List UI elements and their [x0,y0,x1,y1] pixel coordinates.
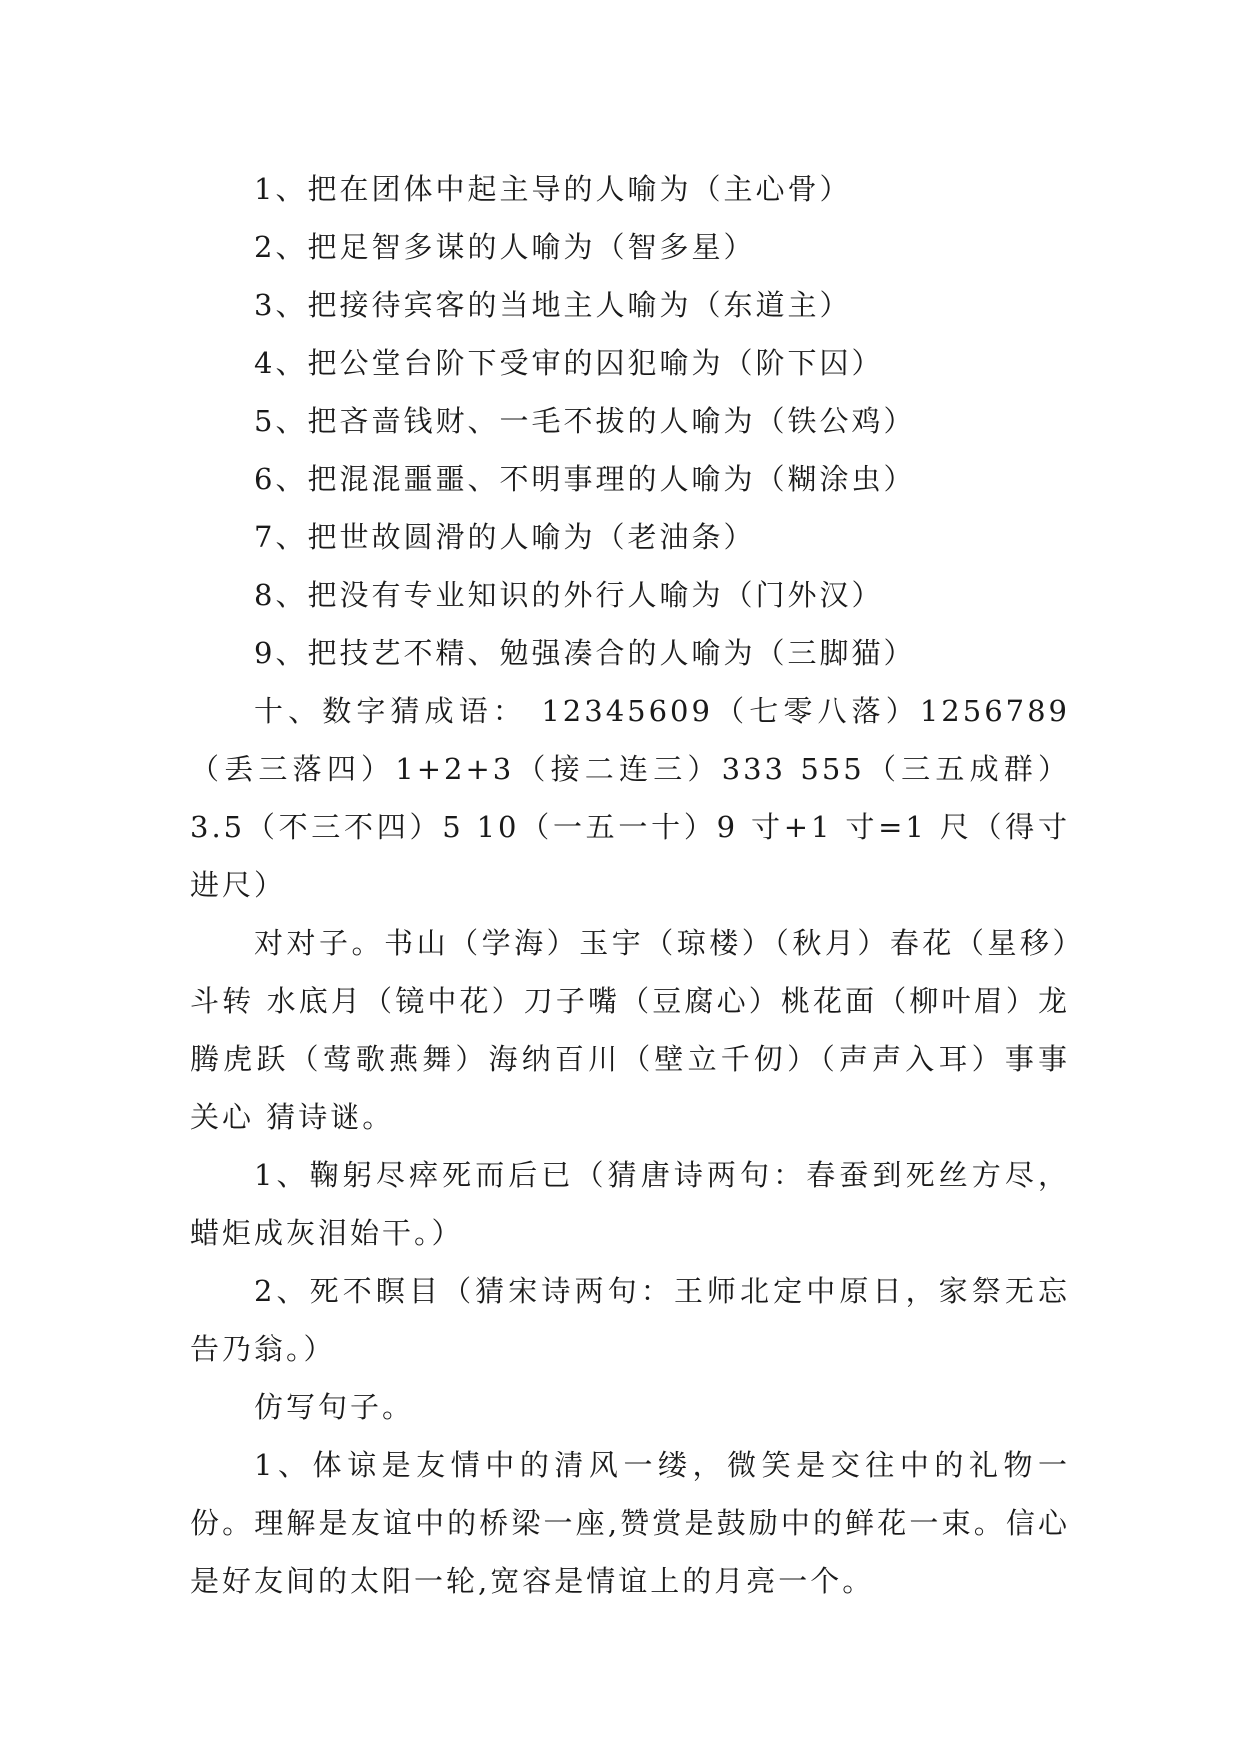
paragraph-metaphor-4: 4、把公堂台阶下受审的囚犯喻为（阶下囚） [254,346,884,380]
paragraph-metaphor-2: 2、把足智多谋的人喻为（智多星） [254,230,756,264]
paragraph-couplets: 对对子。书山（学海）玉宇（琼楼）（秋月）春花（星移）斗转 水底月（镜中花）刀子嘴（豆腐心）桃花面（柳叶眉）龙腾虎跃（莺歌燕舞）海纳百川（壁立千仞）（声声入耳）事事关心 猜诗谜。 [190,926,1070,1134]
paragraph-metaphor-9: 9、把技艺不精、勉强凑合的人喻为（三脚猫） [254,636,916,670]
document-body [190,160,1070,1610]
paragraph-metaphor-3: 3、把接待宾客的当地主人喻为（东道主） [254,288,852,322]
paragraph-metaphor-5: 5、把吝啬钱财、一毛不拔的人喻为（铁公鸡） [254,404,916,438]
paragraph-metaphor-8: 8、把没有专业知识的外行人喻为（门外汉） [254,578,884,612]
paragraph-poem-riddle-2: 2、死不瞑目（猜宋诗两句：王师北定中原日，家祭无忘告乃翁。） [190,1274,1070,1366]
paragraph-number-idioms: 十、数字猜成语： 12345609（七零八落）1256789（丢三落四）1+2+3（接二连三）333 555（三五成群）3.5（不三不四）5 10（一五一十）9 寸+1 寸=1 尺（得寸进尺） [190,694,1070,902]
paragraph-imitation-heading: 仿写句子。 [254,1390,415,1424]
paragraph-metaphor-6: 6、把混混噩噩、不明事理的人喻为（糊涂虫） [254,462,916,496]
paragraph-metaphor-7: 7、把世故圆滑的人喻为（老油条） [254,520,756,554]
paragraph-metaphor-1: 1、把在团体中起主导的人喻为（主心骨） [254,172,852,206]
paragraph-poem-riddle-1: 1、鞠躬尽瘁死而后已（猜唐诗两句：春蚕到死丝方尽，蜡炬成灰泪始干。） [190,1158,1070,1250]
paragraph-imitation-1: 1、体谅是友情中的清风一缕，微笑是交往中的礼物一份。理解是友谊中的桥梁一座,赞赏是鼓励中的鲜花一束。信心是好友间的太阳一轮,宽容是情谊上的月亮一个。 [190,1448,1070,1598]
